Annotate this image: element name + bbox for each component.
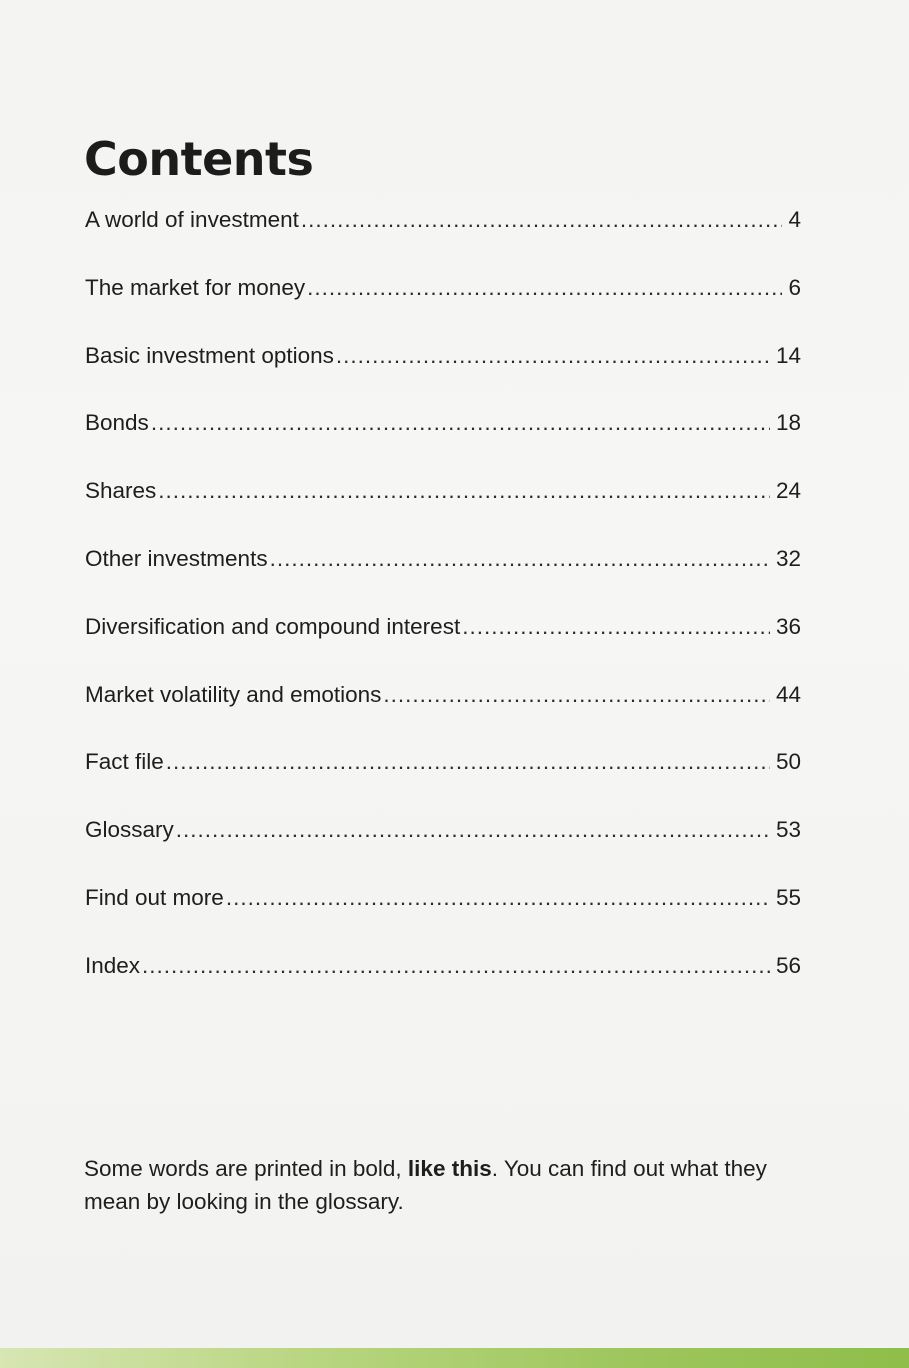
toc-entry-page: 36 [775,613,801,639]
toc-entry-title: Other investments [85,545,268,571]
toc-entry[interactable] [85,207,801,275]
toc-entry-title: Fact file [85,749,164,775]
toc-entry-page: 24 [775,478,801,504]
dot-leader [158,478,770,504]
dot-leader [336,343,770,369]
toc-entry-title: Basic investment options [85,342,334,368]
toc-entry-title: Index [85,952,141,978]
toc-entry[interactable] [85,749,801,817]
toc-entry[interactable] [85,682,801,750]
glossary-note-text-end: . You can find out what they mean by looking in the glossary. [84,1156,767,1214]
toc-entry-page: 32 [775,545,801,571]
toc-entry-page: 53 [775,817,801,843]
dot-leader [226,885,770,911]
bold-example: like this [407,1156,492,1181]
toc-entry-page: 18 [775,410,801,436]
toc-entry-page: 14 [775,342,801,368]
glossary-note-text-start: Some words are printed in bold, [84,1156,408,1181]
dot-leader [151,410,770,436]
table-of-contents [85,207,801,1021]
dot-leader [270,546,770,572]
toc-entry[interactable] [85,953,801,1021]
toc-entry-title: Bonds [85,410,149,436]
toc-entry-title: Shares [85,478,157,504]
toc-entry-page: 44 [775,681,801,707]
toc-entry-title: Find out more [85,884,224,910]
toc-entry[interactable] [85,410,801,478]
toc-entry-page: 56 [775,952,801,978]
toc-entry-title: Market volatility and emotions [85,681,382,707]
toc-entry-title: A world of investment [85,207,299,232]
toc-entry[interactable] [85,817,801,885]
page-footer-band [0,1348,909,1368]
dot-leader [301,207,783,233]
toc-entry[interactable] [85,546,801,614]
dot-leader [166,749,770,775]
toc-entry-page: 6 [788,274,801,300]
toc-entry[interactable] [85,885,801,953]
toc-entry[interactable] [85,478,801,546]
dot-leader [142,953,770,979]
toc-entry-title: Glossary [85,817,174,843]
toc-entry-page: 4 [788,207,801,232]
dot-leader [383,682,770,708]
toc-entry-page: 55 [775,884,801,910]
toc-entry-title: The market for money [85,274,306,300]
toc-entry[interactable] [85,343,801,411]
page-title: Contents [84,132,314,186]
toc-entry[interactable] [85,275,801,343]
dot-leader [307,275,782,301]
toc-entry-title: Diversification and compound interest [85,613,461,639]
dot-leader [176,817,770,843]
toc-entry-page: 50 [775,749,801,775]
toc-entry[interactable] [85,614,801,682]
dot-leader [462,614,770,640]
glossary-note [84,1152,824,1218]
